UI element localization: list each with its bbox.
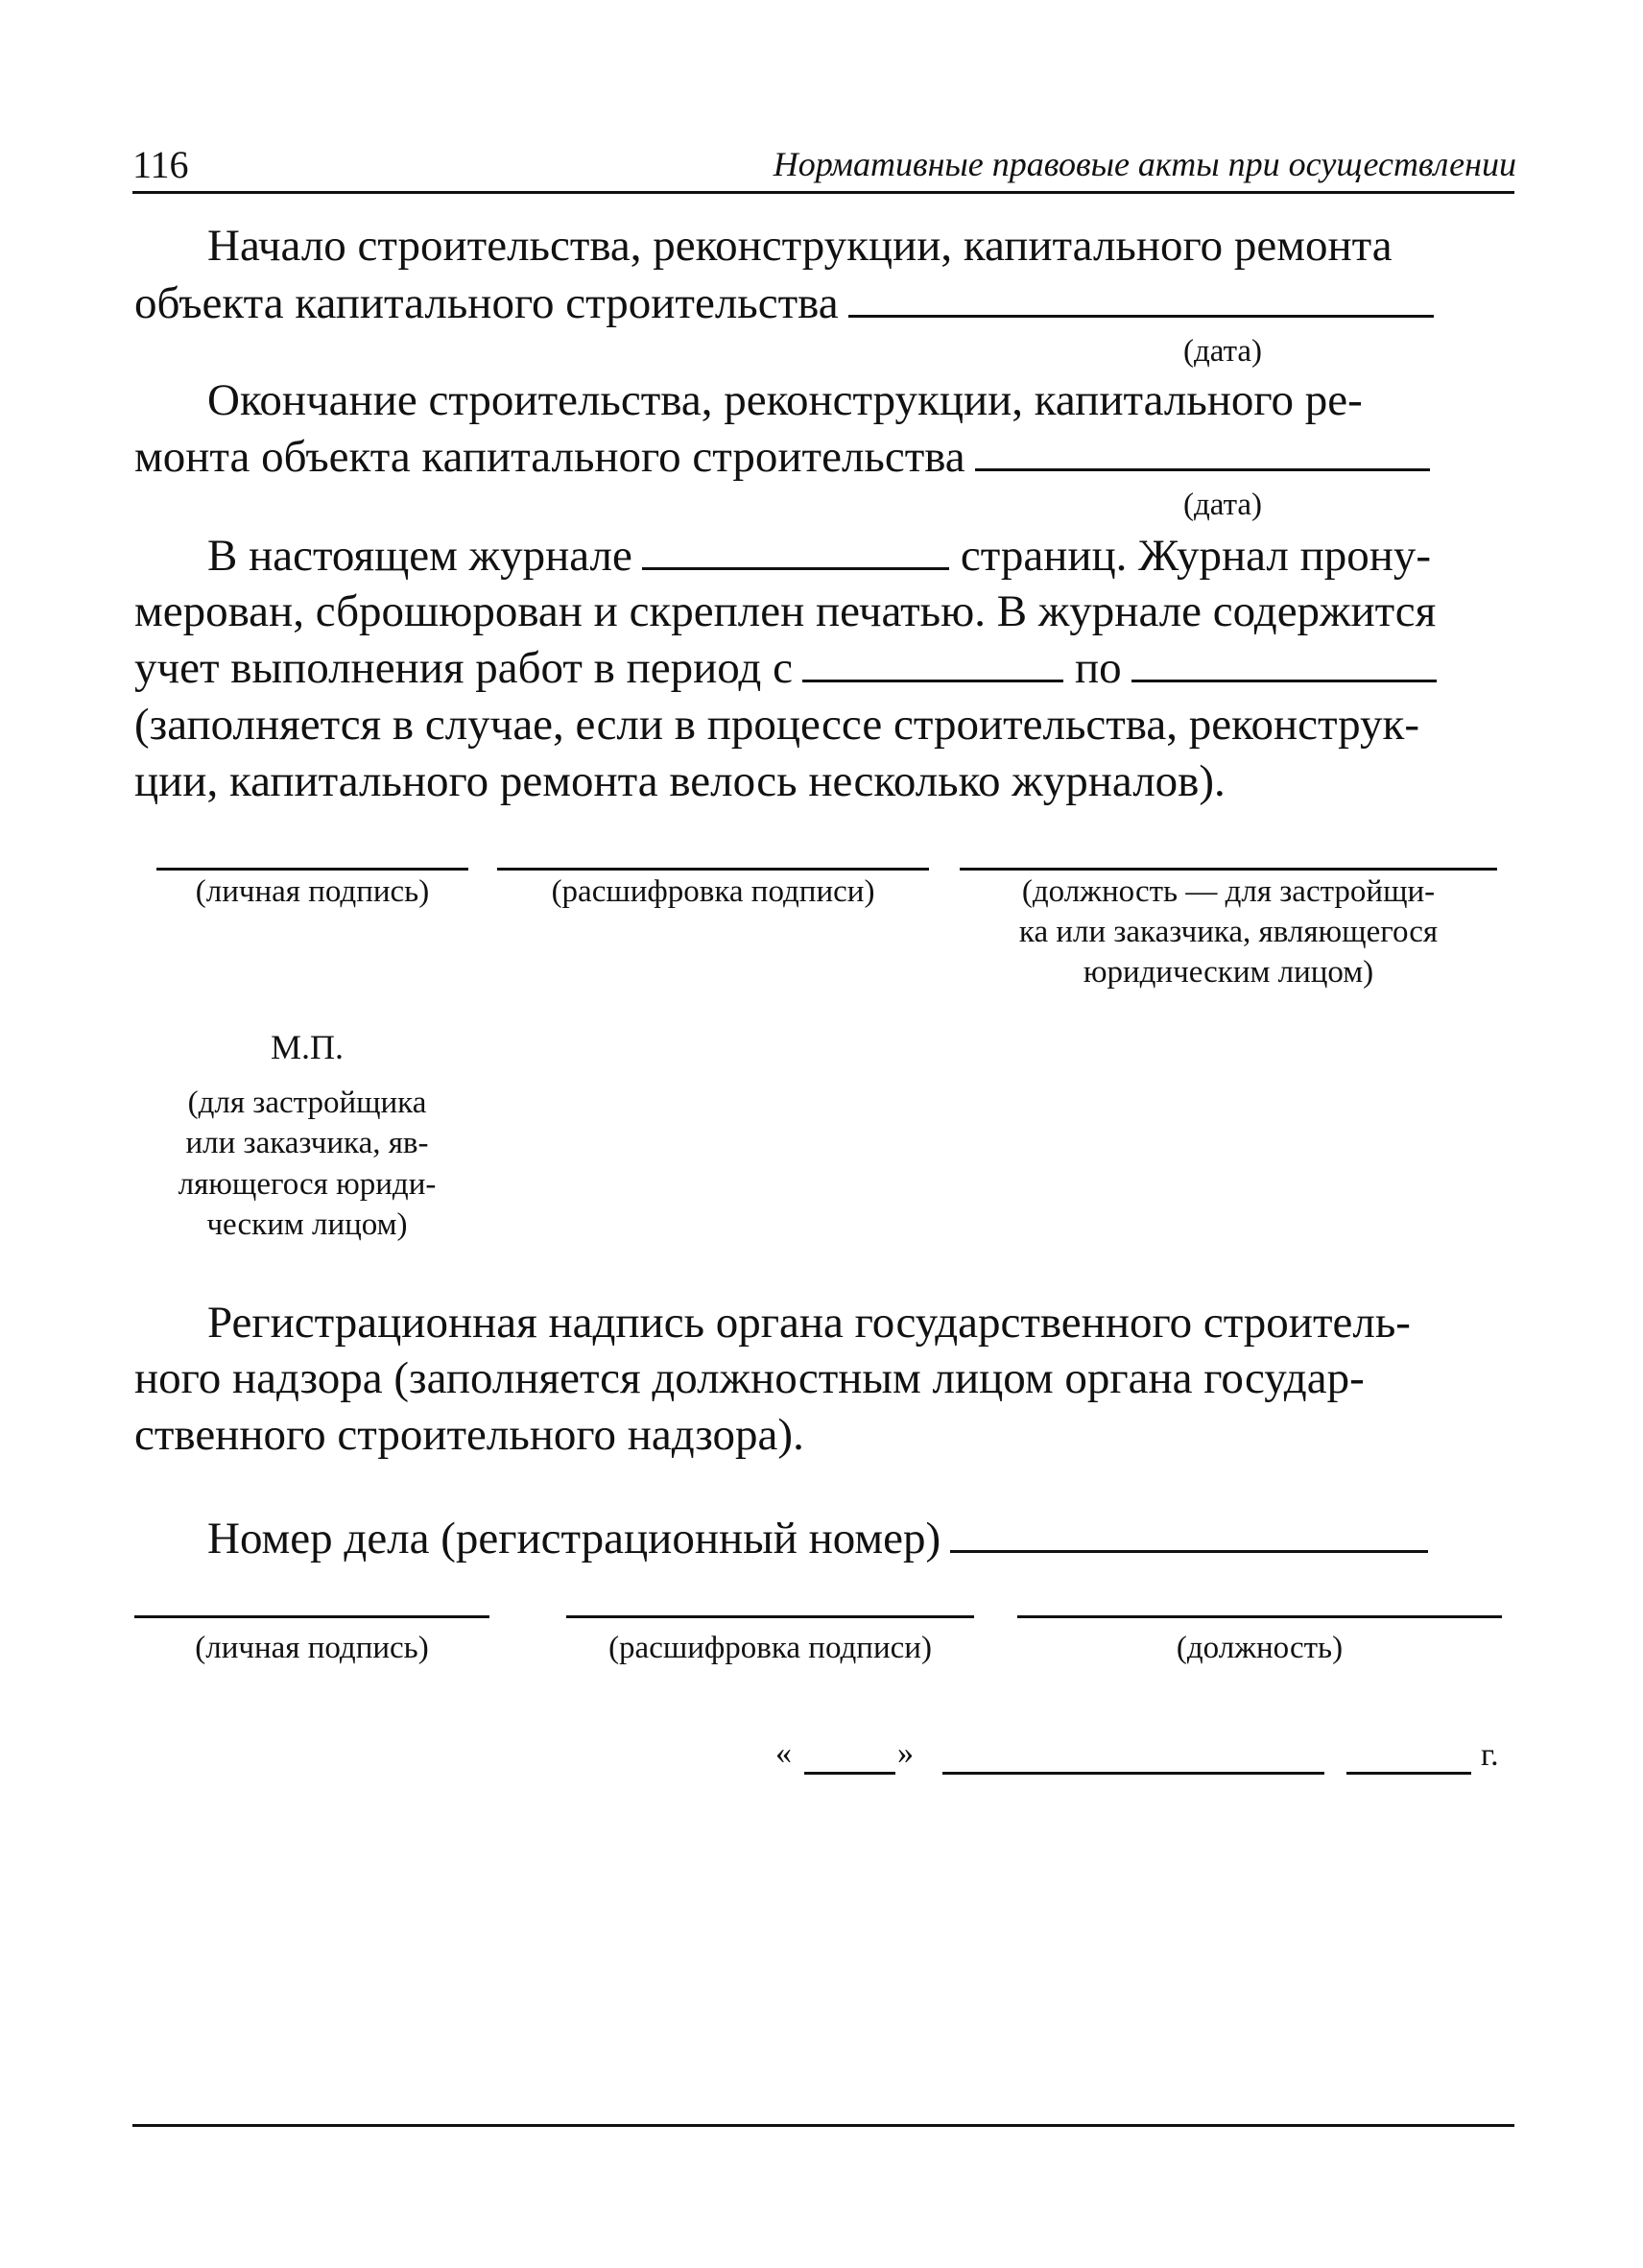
running-title: Нормативные правовые акты при осуществлении [773, 145, 1516, 183]
registration-line-3: ственного строительного надзора). [134, 1410, 804, 1460]
end-line-2 [134, 432, 1430, 482]
signature-decode-caption-1: (расшифровка подписи) [551, 874, 875, 909]
page-number: 116 [132, 143, 189, 186]
pages-count-field[interactable] [642, 567, 949, 570]
signature-decode-caption-2: (расшифровка подписи) [608, 1631, 932, 1665]
end-date-field[interactable] [975, 468, 1430, 471]
position-line-2[interactable] [1017, 1615, 1502, 1618]
start-label: объекта капитального строительства [134, 278, 839, 328]
case-number-field[interactable] [950, 1550, 1428, 1553]
case-number-label: Номер дела (регистрационный номер) [207, 1514, 941, 1564]
seal-note-line-3: ляющегося юриди- [178, 1166, 437, 1202]
start-line-1: Начало строительства, реконструкции, капитального ремонта [207, 221, 1393, 271]
header-rule [132, 191, 1514, 194]
period-to-label: по [1074, 643, 1122, 693]
period-from-field[interactable] [802, 680, 1063, 682]
personal-signature-caption-1: (личная подпись) [195, 874, 430, 909]
date-day-close-quote: » [897, 1735, 914, 1771]
end-label: монта объекта капитального строительства [134, 432, 965, 482]
position-line-1[interactable] [960, 868, 1497, 871]
registration-line-2: ного надзора (заполняется должностным лицом органа государ- [134, 1353, 1365, 1403]
position-caption-2: (должность) [1176, 1631, 1344, 1665]
start-date-caption: (дата) [1183, 334, 1263, 369]
period-from-label: учет выполнения работ в период с [134, 643, 793, 693]
date-month-field[interactable] [942, 1772, 1324, 1775]
journal-line-3 [134, 643, 1437, 693]
journal-line-4: (заполняется в случае, если в процессе строительства, реконструк- [134, 700, 1420, 750]
journal-line-2: мерован, сброшюрован и скреплен печатью. В журнале содержится [134, 586, 1437, 636]
end-date-caption: (дата) [1183, 488, 1263, 522]
year-suffix: г. [1481, 1737, 1499, 1773]
journal-pages-suffix: страниц. Журнал прону- [960, 531, 1432, 581]
start-date-field[interactable] [848, 315, 1434, 318]
position-caption-1-line-1: (должность — для застройщи- [1021, 874, 1436, 909]
seal-label: М.П. [270, 1028, 344, 1066]
journal-line-5: ции, капитального ремонта велось несколько журналов). [134, 756, 1226, 806]
seal-note-line-2: или заказчика, яв- [185, 1126, 429, 1161]
seal-note-line-1: (для застройщика [187, 1086, 427, 1121]
seal-note [134, 1025, 480, 1245]
end-line-1: Окончание строительства, реконструкции, капитального ре- [207, 375, 1363, 425]
personal-signature-line-2[interactable] [134, 1615, 489, 1618]
position-caption-1-line-3: юридическим лицом) [1083, 955, 1374, 991]
position-caption-1-line-2: ка или заказчика, являющегося [1018, 915, 1439, 950]
registration-line-1: Регистрационная надпись органа государственного строитель- [207, 1298, 1411, 1348]
case-number-line [207, 1516, 1428, 1562]
footer-rule [132, 2124, 1514, 2127]
date-day-open-quote: « [775, 1735, 792, 1771]
period-to-field[interactable] [1131, 680, 1437, 682]
seal-note-line-4: ческим лицом) [206, 1206, 408, 1242]
personal-signature-line-1[interactable] [156, 868, 468, 871]
journal-line-1 [207, 531, 1432, 581]
date-day-field[interactable] [804, 1772, 895, 1775]
position-caption-1 [950, 871, 1507, 993]
date-year-field[interactable] [1346, 1772, 1471, 1775]
journal-pages-label: В настоящем журнале [207, 531, 632, 581]
signature-decode-line-1[interactable] [497, 868, 929, 871]
start-line-2 [134, 278, 1434, 328]
personal-signature-caption-2: (личная подпись) [195, 1631, 429, 1665]
signature-decode-line-2[interactable] [566, 1615, 974, 1618]
